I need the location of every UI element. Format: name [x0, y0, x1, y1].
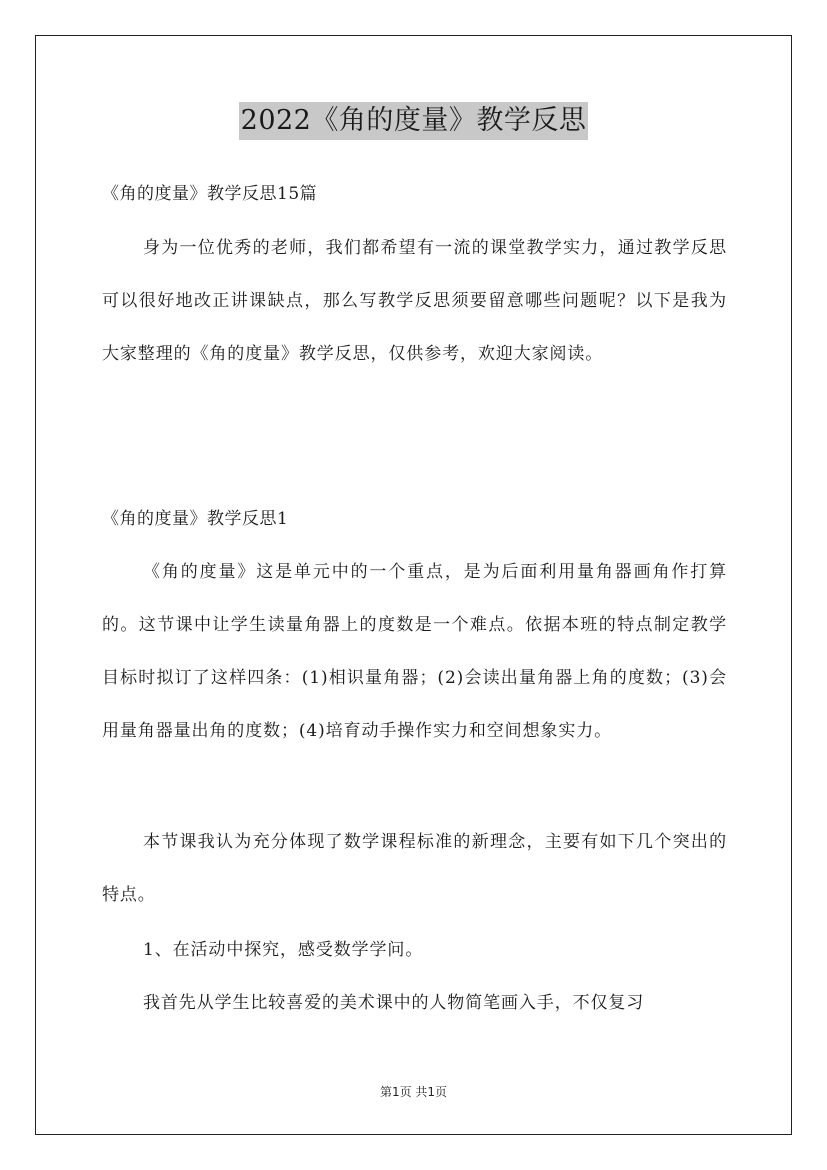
section-heading-1: 《角的度量》教学反思1: [102, 509, 289, 529]
intro-paragraph: 身为一位优秀的老师，我们都希望有一流的课堂教学实力，通过教学反思可以很好地改正讲课缺点，那么写教学反思须要留意哪些问题呢？以下是我为大家整理的《角的度量》教学反思，仅供参考，欢迎大家阅读。: [102, 238, 727, 364]
section1-paragraph-1: 《角的度量》这是单元中的一个重点，是为后面利用量角器画角作打算的。这节课中让学生读量角器上的度数是一个难点。依据本班的特点制定教学目标时拟订了这样四条：(1)相识量角器；(2)会读出量角器上角的度数；(3)会用量角器量出角的度数；(4)培育动手操作实力和空间想象实力。: [102, 562, 727, 741]
document-title-wrap: [0, 102, 827, 140]
section1-point-1: 1、在活动中探究，感受数学学问。: [143, 940, 424, 960]
section1-paragraph-2: 本节课我认为充分体现了数学课程标准的新理念，主要有如下几个突出的特点。: [102, 832, 727, 905]
page-footer: 第1页 共1页: [379, 1085, 448, 1099]
document-subtitle: 《角的度量》教学反思15篇: [102, 184, 318, 204]
section1-paragraph-3: 我首先从学生比较喜爱的美术课中的人物简笔画入手，不仅复习: [143, 993, 645, 1013]
document-title: 2022《角的度量》教学反思: [239, 102, 589, 140]
